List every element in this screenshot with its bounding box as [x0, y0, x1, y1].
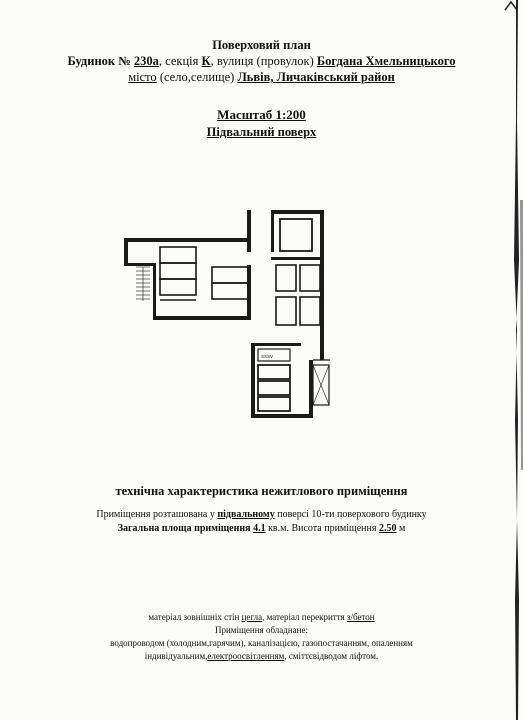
plan-room [276, 297, 296, 325]
plan-wall [247, 210, 251, 252]
plan-wall [271, 257, 323, 260]
plan-room [258, 381, 290, 395]
plan-room [160, 263, 196, 279]
plan-room [212, 267, 248, 283]
plan-room [300, 265, 320, 291]
plan-room [160, 247, 196, 263]
plan-room [280, 219, 312, 251]
floor-plan-drawing [120, 205, 340, 420]
plan-wall [271, 210, 274, 252]
plan-room [258, 365, 290, 379]
area-value: 4.1 [253, 523, 266, 534]
plan-wall [251, 343, 255, 418]
plan-wall [124, 238, 250, 242]
plan-wall [247, 265, 251, 320]
plan-wall [251, 343, 301, 346]
plan-room [300, 297, 320, 325]
utilities-line-2: індивідуальним,електроосвітленням, сміттєвідводом ліфтом. [144, 651, 379, 661]
plan-title: Поверховий план [212, 38, 311, 52]
height-value: 2.50 [378, 523, 397, 534]
floor-label: Підвальний поверх [206, 125, 317, 139]
city-line: місто (село,селище) Львів, Личаківський район [128, 70, 395, 84]
plan-wall [124, 238, 128, 266]
plan-wall [271, 210, 323, 214]
equipped-label: Приміщення обладнане: [214, 625, 308, 635]
plan-room [276, 265, 296, 291]
floor-type: підвальному [217, 509, 275, 520]
slab-material: з/бетон [346, 612, 375, 622]
materials-line: матеріал зовнішніх стін цегла, матеріал перекриття з/бетон [148, 612, 375, 622]
street-name: Богдана Хмельницького [316, 54, 456, 68]
plan-wall [251, 414, 313, 418]
corner-mark-artifact [503, 0, 519, 12]
characteristics-heading: технічна характеристика нежитлового приміщення [115, 484, 408, 498]
plan-wall [309, 360, 313, 418]
plan-room [258, 397, 290, 411]
plan-room [212, 283, 248, 299]
city-name: Львів, Личаківський район [237, 70, 395, 84]
area-height-line: Загальна площа приміщення 4.1 кв.м. Висота приміщення 2.50 м [117, 523, 406, 534]
scan-edge-artifact [507, 0, 523, 720]
house-number: 230а [133, 54, 159, 68]
plan-room [160, 279, 196, 295]
plan-wall [153, 316, 250, 320]
location-line: Приміщення розташована у підвальному поверсі 10-ти поверхового будинку [96, 509, 427, 520]
address-line: Будинок № 230а, секція К, вулиця (провулок) Богдана Хмельницького [67, 54, 456, 68]
utilities-line: водопроводом (холодним,гарячим), каналізацією, газопостачанням, опаленням [110, 638, 413, 648]
scale-label: Масштаб 1:200 [217, 107, 306, 122]
plan-wall [124, 263, 154, 266]
section-letter: К [201, 54, 211, 68]
walls-material: цегла [241, 612, 263, 622]
plan-wall [153, 263, 156, 319]
staircase [136, 267, 150, 301]
plan-room-label: SSSV [261, 354, 274, 359]
